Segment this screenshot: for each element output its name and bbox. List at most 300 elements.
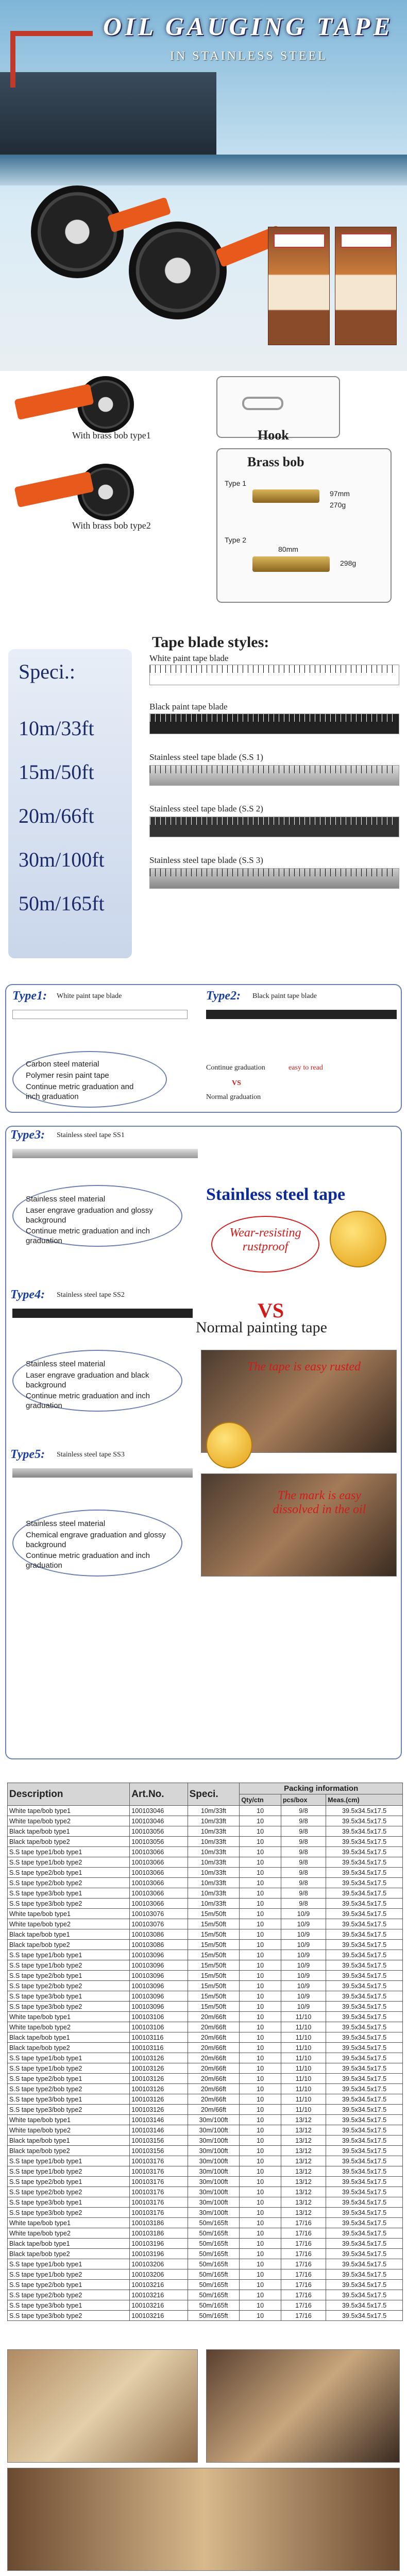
table-cell: 10	[240, 2002, 281, 2012]
table-cell: 9/8	[281, 1816, 326, 1826]
table-cell: 10	[240, 2105, 281, 2115]
table-cell: 13/12	[281, 2136, 326, 2146]
type3-desc: Stainless steel tape SS1	[57, 1131, 125, 1139]
table-cell: 39.5x34.5x17.5	[326, 1981, 403, 1991]
table-cell: White tape/bob type2	[8, 1816, 130, 1826]
packaging-photo	[206, 2349, 400, 2463]
table-cell: 39.5x34.5x17.5	[326, 2105, 403, 2115]
table-cell: S.S tape type3/bob type2	[8, 2311, 130, 2321]
table-cell: 10	[240, 2074, 281, 2084]
crane-graphic	[10, 31, 15, 88]
table-cell: S.S tape type1/bob type1	[8, 1950, 130, 1960]
table-cell: 10	[240, 2300, 281, 2311]
table-cell: 100103156	[130, 2136, 188, 2146]
table-cell: 100103206	[130, 2269, 188, 2280]
table-cell: 39.5x34.5x17.5	[326, 1847, 403, 1857]
warehouse-photo	[7, 2349, 198, 2463]
table-cell: 39.5x34.5x17.5	[326, 2063, 403, 2074]
type5-bullet: Chemical engrave graduation and glossy background	[26, 1531, 166, 1549]
table-cell: Black tape/bob type1	[8, 2032, 130, 2043]
table-cell: 100103186	[130, 2218, 188, 2228]
table-cell: White tape/bob type2	[8, 2125, 130, 2136]
table-cell: 39.5x34.5x17.5	[326, 2094, 403, 2105]
table-cell: 50m/165ft	[188, 2239, 240, 2249]
table-cell: 10	[240, 1816, 281, 1826]
table-cell: 39.5x34.5x17.5	[326, 1899, 403, 1909]
table-cell: S.S tape type2/bob type1	[8, 2280, 130, 2290]
bob-len1: 97mm	[330, 489, 350, 498]
table-row	[8, 2043, 403, 2053]
table-cell: 100103126	[130, 2053, 188, 2063]
hook-label: Hook	[258, 428, 289, 443]
table-cell: 13/12	[281, 2166, 326, 2177]
table-cell: S.S tape type1/bob type2	[8, 1960, 130, 1971]
table-cell: 9/8	[281, 1837, 326, 1847]
table-row	[8, 2249, 403, 2259]
table-cell: 10	[240, 1960, 281, 1971]
table-cell: 10	[240, 2290, 281, 2300]
table-cell: 39.5x34.5x17.5	[326, 1960, 403, 1971]
speci-item: 30m/100ft	[19, 848, 105, 871]
table-cell: 100103056	[130, 1826, 188, 1837]
table-cell: 100103096	[130, 1981, 188, 1991]
table-cell: 10	[240, 2259, 281, 2269]
table-cell: 100103096	[130, 1991, 188, 2002]
table-row	[8, 1991, 403, 2002]
blade-label: Stainless steel tape blade (S.S 2)	[149, 804, 263, 814]
table-cell: 50m/165ft	[188, 2269, 240, 2280]
table-cell: 39.5x34.5x17.5	[326, 1826, 403, 1837]
table-cell: 39.5x34.5x17.5	[326, 2177, 403, 2187]
table-cell: 100103096	[130, 1960, 188, 1971]
table-cell: 15m/50ft	[188, 1929, 240, 1940]
bob-wt2: 298g	[340, 559, 357, 567]
caption-type2: With brass bob type2	[72, 520, 151, 531]
table-cell: 100103146	[130, 2125, 188, 2136]
table-cell: 15m/50ft	[188, 1909, 240, 1919]
table-cell: 100103066	[130, 1899, 188, 1909]
type1-desc: White paint tape blade	[57, 992, 122, 1000]
table-cell: 15m/50ft	[188, 1991, 240, 2002]
table-cell: 10	[240, 2146, 281, 2156]
table-cell: 10/9	[281, 1929, 326, 1940]
table-row	[8, 2022, 403, 2032]
type3-bullet: Continue metric graduation and inch graduation	[26, 1227, 150, 1245]
table-cell: S.S tape type2/bob type1	[8, 1868, 130, 1878]
table-cell: 9/8	[281, 1847, 326, 1857]
table-cell: 39.5x34.5x17.5	[326, 2311, 403, 2321]
rusted-text: The tape is easy rusted	[247, 1360, 361, 1374]
table-cell: 10/9	[281, 1950, 326, 1960]
table-cell: White tape/bob type2	[8, 2228, 130, 2239]
bob-type2-label: Type 2	[225, 536, 247, 544]
table-cell: 10	[240, 1878, 281, 1888]
type4-desc: Stainless steel tape SS2	[57, 1291, 125, 1299]
table-cell: 100103216	[130, 2300, 188, 2311]
type2-desc: Black paint tape blade	[252, 992, 317, 1000]
table-row	[8, 2053, 403, 2063]
table-cell: Black tape/bob type2	[8, 1837, 130, 1847]
table-cell: S.S tape type2/bob type2	[8, 2187, 130, 2197]
table-cell: 30m/100ft	[188, 2136, 240, 2146]
table-cell: S.S tape type3/bob type1	[8, 2300, 130, 2311]
table-cell: 10	[240, 1940, 281, 1950]
table-cell: 10	[240, 2269, 281, 2280]
table-cell: 100103056	[130, 1837, 188, 1847]
brass-bob-type1-icon	[252, 489, 319, 503]
table-cell: Black tape/bob type1	[8, 2239, 130, 2249]
table-cell: S.S tape type2/bob type1	[8, 2074, 130, 2084]
th-pcs: pcs/box	[281, 1794, 326, 1806]
table-cell: 20m/66ft	[188, 2074, 240, 2084]
table-cell: 9/8	[281, 1899, 326, 1909]
table-cell: 100103176	[130, 2166, 188, 2177]
table-cell: 11/10	[281, 2084, 326, 2094]
speci-item: 15m/50ft	[19, 760, 94, 784]
table-row	[8, 2074, 403, 2084]
table-cell: S.S tape type3/bob type1	[8, 1888, 130, 1899]
table-cell: 10	[240, 2032, 281, 2043]
table-cell: 100103126	[130, 2074, 188, 2084]
table-row	[8, 1981, 403, 1991]
table-row	[8, 2280, 403, 2290]
table-row	[8, 1868, 403, 1878]
table-cell: White tape/bob type1	[8, 1909, 130, 1919]
table-cell: 10	[240, 2166, 281, 2177]
table-cell: S.S tape type1/bob type1	[8, 2259, 130, 2269]
table-cell: 10/9	[281, 1919, 326, 1929]
table-cell: 100103116	[130, 2032, 188, 2043]
table-row	[8, 2002, 403, 2012]
type3-strip	[12, 1149, 198, 1158]
table-cell: 10m/33ft	[188, 1868, 240, 1878]
brass-bob-panel	[216, 448, 392, 603]
table-cell: 9/8	[281, 1888, 326, 1899]
table-cell: 100103216	[130, 2311, 188, 2321]
table-cell: 100103066	[130, 1847, 188, 1857]
table-cell: 100103176	[130, 2177, 188, 2187]
table-cell: 100103116	[130, 2043, 188, 2053]
table-cell: 100103146	[130, 2115, 188, 2125]
table-cell: S.S tape type3/bob type2	[8, 2002, 130, 2012]
table-cell: 50m/165ft	[188, 2228, 240, 2239]
table-cell: 100103066	[130, 1878, 188, 1888]
table-cell: S.S tape type1/bob type1	[8, 1847, 130, 1857]
type4-bullet: Laser engrave graduation and black background	[26, 1371, 149, 1389]
table-cell: 11/10	[281, 2032, 326, 2043]
table-cell: 10/9	[281, 1940, 326, 1950]
table-cell: 10	[240, 2239, 281, 2249]
hero-banner	[0, 0, 407, 371]
table-cell: Black tape/bob type1	[8, 1929, 130, 1940]
specs-section	[0, 634, 407, 969]
table-row	[8, 2300, 403, 2311]
hero-title: OIL GAUGING TAPE	[103, 12, 394, 41]
blade-label: Stainless steel tape blade (S.S 1)	[149, 752, 263, 762]
table-cell: 10	[240, 2022, 281, 2032]
table-cell: 39.5x34.5x17.5	[326, 1878, 403, 1888]
ship-image	[0, 72, 216, 160]
table-cell: 100103126	[130, 2105, 188, 2115]
black-blade-strip	[149, 714, 399, 734]
speci-title: Speci.:	[19, 660, 75, 683]
table-cell: 10	[240, 1950, 281, 1960]
table-cell: 11/10	[281, 2022, 326, 2032]
type5-bullet: Stainless steel material	[26, 1519, 106, 1528]
table-row	[8, 2177, 403, 2187]
table-cell: S.S tape type1/bob type1	[8, 2053, 130, 2063]
table-row	[8, 2094, 403, 2105]
table-cell: White tape/bob type2	[8, 1919, 130, 1929]
table-cell: 39.5x34.5x17.5	[326, 1888, 403, 1899]
table-cell: 100103076	[130, 1919, 188, 1929]
table-cell: 30m/100ft	[188, 2208, 240, 2218]
table-cell: 39.5x34.5x17.5	[326, 2043, 403, 2053]
table-cell: 39.5x34.5x17.5	[326, 2259, 403, 2269]
table-cell: S.S tape type1/bob type2	[8, 2166, 130, 2177]
table-cell: 30m/100ft	[188, 2115, 240, 2125]
table-cell: Black tape/bob type1	[8, 1826, 130, 1837]
table-row	[8, 1899, 403, 1909]
table-cell: 15m/50ft	[188, 2002, 240, 2012]
table-cell: 39.5x34.5x17.5	[326, 2125, 403, 2136]
table-cell: 15m/50ft	[188, 1960, 240, 1971]
type4-bullet: Continue metric graduation and inch graduation	[26, 1392, 150, 1410]
table-cell: S.S tape type3/bob type2	[8, 2105, 130, 2115]
table-cell: 39.5x34.5x17.5	[326, 2166, 403, 2177]
normal-grad: Normal graduation	[206, 1093, 261, 1101]
table-cell: S.S tape type1/bob type2	[8, 2269, 130, 2280]
table-cell: Black tape/bob type2	[8, 1940, 130, 1950]
table-cell: 39.5x34.5x17.5	[326, 2280, 403, 2290]
table-cell: 39.5x34.5x17.5	[326, 2146, 403, 2156]
table-row	[8, 1888, 403, 1899]
table-cell: 10m/33ft	[188, 1806, 240, 1816]
table-cell: 39.5x34.5x17.5	[326, 1816, 403, 1826]
table-cell: 100103126	[130, 2063, 188, 2074]
table-cell: 13/12	[281, 2187, 326, 2197]
table-cell: 39.5x34.5x17.5	[326, 1909, 403, 1919]
crane-arm	[10, 31, 93, 36]
hero-subtitle: IN STAINLESS STEEL	[170, 49, 328, 63]
table-cell: 10/9	[281, 1909, 326, 1919]
type3-bullet: Stainless steel material	[26, 1195, 106, 1204]
table-cell: 10	[240, 2156, 281, 2166]
table-cell: 100103176	[130, 2197, 188, 2208]
table-cell: 10	[240, 1929, 281, 1940]
table-cell: 10	[240, 2280, 281, 2290]
table-cell: 10/9	[281, 1960, 326, 1971]
th-meas: Meas.(cm)	[326, 1794, 403, 1806]
table-row	[8, 2187, 403, 2197]
table-cell: 13/12	[281, 2115, 326, 2125]
type1-bullet: Continue metric graduation and inch graduation	[26, 1082, 134, 1101]
type5-label: Type5:	[10, 1448, 45, 1461]
spec-table	[7, 1783, 403, 2321]
type5-strip	[12, 1468, 193, 1478]
table-row	[8, 1847, 403, 1857]
ss2-blade-strip	[149, 817, 399, 837]
table-cell: 15m/50ft	[188, 1919, 240, 1929]
table-cell: 13/12	[281, 2177, 326, 2187]
table-cell: 30m/100ft	[188, 2187, 240, 2197]
table-cell: 50m/165ft	[188, 2300, 240, 2311]
table-cell: 13/12	[281, 2125, 326, 2136]
table-cell: 10	[240, 2218, 281, 2228]
table-row	[8, 2012, 403, 2022]
type2-label: Type2:	[206, 989, 241, 1003]
table-cell: 20m/66ft	[188, 2012, 240, 2022]
table-cell: 30m/100ft	[188, 2156, 240, 2166]
th-art: Art.No.	[130, 1783, 188, 1806]
carton-photo	[7, 2468, 400, 2571]
table-cell: 30m/100ft	[188, 2125, 240, 2136]
table-cell: 39.5x34.5x17.5	[326, 2053, 403, 2063]
white-blade-strip	[149, 665, 399, 685]
table-cell: 17/16	[281, 2280, 326, 2290]
table-cell: White tape/bob type1	[8, 2115, 130, 2125]
table-cell: 100103096	[130, 2002, 188, 2012]
table-cell: 10	[240, 1919, 281, 1929]
table-cell: S.S tape type2/bob type2	[8, 2290, 130, 2300]
ss3-blade-strip	[149, 868, 399, 889]
table-cell: 39.5x34.5x17.5	[326, 2290, 403, 2300]
table-cell: 20m/66ft	[188, 2032, 240, 2043]
sea-graphic	[0, 155, 407, 185]
table-cell: 100103066	[130, 1888, 188, 1899]
table-cell: 13/12	[281, 2146, 326, 2156]
type4-strip	[12, 1309, 193, 1318]
table-cell: 10	[240, 2012, 281, 2022]
table-cell: S.S tape type2/bob type1	[8, 2177, 130, 2187]
table-row	[8, 2063, 403, 2074]
table-cell: 100103096	[130, 1950, 188, 1960]
table-cell: 10	[240, 2197, 281, 2208]
table-cell: 10/9	[281, 1991, 326, 2002]
table-cell: 100103186	[130, 2228, 188, 2239]
table-cell: 10m/33ft	[188, 1888, 240, 1899]
table-row	[8, 1909, 403, 1919]
table-cell: 9/8	[281, 1857, 326, 1868]
table-cell: 10	[240, 2136, 281, 2146]
table-cell: 39.5x34.5x17.5	[326, 2115, 403, 2125]
table-cell: 10	[240, 1837, 281, 1847]
table-cell: 11/10	[281, 2094, 326, 2105]
table-cell: S.S tape type3/bob type1	[8, 1991, 130, 2002]
table-cell: 15m/50ft	[188, 1971, 240, 1981]
table-cell: 100103216	[130, 2280, 188, 2290]
th-qty: Qty/ctn	[240, 1794, 281, 1806]
ss1-blade-strip	[149, 765, 399, 786]
table-cell: 11/10	[281, 2012, 326, 2022]
table-cell: 100103206	[130, 2259, 188, 2269]
table-cell: 39.5x34.5x17.5	[326, 2187, 403, 2197]
speci-box	[8, 649, 132, 958]
ss-title: Stainless steel tape	[206, 1185, 346, 1204]
table-row	[8, 2290, 403, 2300]
table-cell: 10m/33ft	[188, 1826, 240, 1837]
table-cell: 15m/50ft	[188, 1981, 240, 1991]
table-cell: 20m/66ft	[188, 2084, 240, 2094]
table-cell: 20m/66ft	[188, 2053, 240, 2063]
bob-type1-label: Type 1	[225, 479, 247, 487]
table-cell: 100103066	[130, 1857, 188, 1868]
table-cell: 39.5x34.5x17.5	[326, 2084, 403, 2094]
table-row	[8, 1857, 403, 1868]
table-cell: 13/12	[281, 2156, 326, 2166]
table-row	[8, 2218, 403, 2228]
table-row	[8, 1950, 403, 1960]
blade-label: White paint tape blade	[149, 653, 229, 663]
table-cell: S.S tape type3/bob type2	[8, 2208, 130, 2218]
table-cell: 100103216	[130, 2290, 188, 2300]
table-cell: 11/10	[281, 2074, 326, 2084]
table-cell: S.S tape type2/bob type2	[8, 1878, 130, 1888]
table-row	[8, 2105, 403, 2115]
brass-bob-label: Brass bob	[247, 454, 304, 469]
table-cell: 39.5x34.5x17.5	[326, 2074, 403, 2084]
type1-bullet: Carbon steel material	[26, 1060, 99, 1069]
table-cell: 10	[240, 2228, 281, 2239]
table-row	[8, 1878, 403, 1888]
table-cell: 10	[240, 2115, 281, 2125]
type4-label: Type4:	[10, 1288, 45, 1301]
type2-vs: VS	[232, 1079, 241, 1087]
table-cell: 100103086	[130, 1929, 188, 1940]
table-cell: 100103196	[130, 2249, 188, 2259]
table-cell: 11/10	[281, 2053, 326, 2063]
table-cell: 39.5x34.5x17.5	[326, 2239, 403, 2249]
table-cell: 10	[240, 1806, 281, 1816]
table-row	[8, 2125, 403, 2136]
table-cell: 100103106	[130, 2012, 188, 2022]
table-cell: 17/16	[281, 2228, 326, 2239]
table-cell: White tape/bob type1	[8, 1806, 130, 1816]
table-cell: 17/16	[281, 2290, 326, 2300]
table-cell: 9/8	[281, 1806, 326, 1816]
table-cell: 10	[240, 2084, 281, 2094]
table-cell: 39.5x34.5x17.5	[326, 1991, 403, 2002]
table-cell: 10	[240, 1857, 281, 1868]
table-cell: 39.5x34.5x17.5	[326, 1940, 403, 1950]
table-cell: 10/9	[281, 1971, 326, 1981]
table-cell: 10m/33ft	[188, 1847, 240, 1857]
table-cell: S.S tape type3/bob type1	[8, 2197, 130, 2208]
sad-face-icon	[206, 1422, 252, 1468]
table-cell: 10m/33ft	[188, 1837, 240, 1847]
table-cell: 39.5x34.5x17.5	[326, 1929, 403, 1940]
table-cell: 39.5x34.5x17.5	[326, 2012, 403, 2022]
table-cell: 11/10	[281, 2043, 326, 2053]
table-row	[8, 2136, 403, 2146]
table-cell: 39.5x34.5x17.5	[326, 2300, 403, 2311]
table-row	[8, 2259, 403, 2269]
table-cell: 11/10	[281, 2105, 326, 2115]
table-cell: 100103076	[130, 1909, 188, 1919]
table-cell: S.S tape type3/bob type1	[8, 2094, 130, 2105]
table-cell: 100103156	[130, 2146, 188, 2156]
table-row	[8, 2156, 403, 2166]
table-cell: 10	[240, 1826, 281, 1837]
table-cell: 9/8	[281, 1878, 326, 1888]
table-row	[8, 1806, 403, 1816]
table-row	[8, 2197, 403, 2208]
table-cell: 39.5x34.5x17.5	[326, 2136, 403, 2146]
table-cell: White tape/bob type1	[8, 2218, 130, 2228]
table-cell: 10m/33ft	[188, 1899, 240, 1909]
caption-type1: With brass bob type1	[72, 430, 151, 440]
table-cell: 39.5x34.5x17.5	[326, 2197, 403, 2208]
